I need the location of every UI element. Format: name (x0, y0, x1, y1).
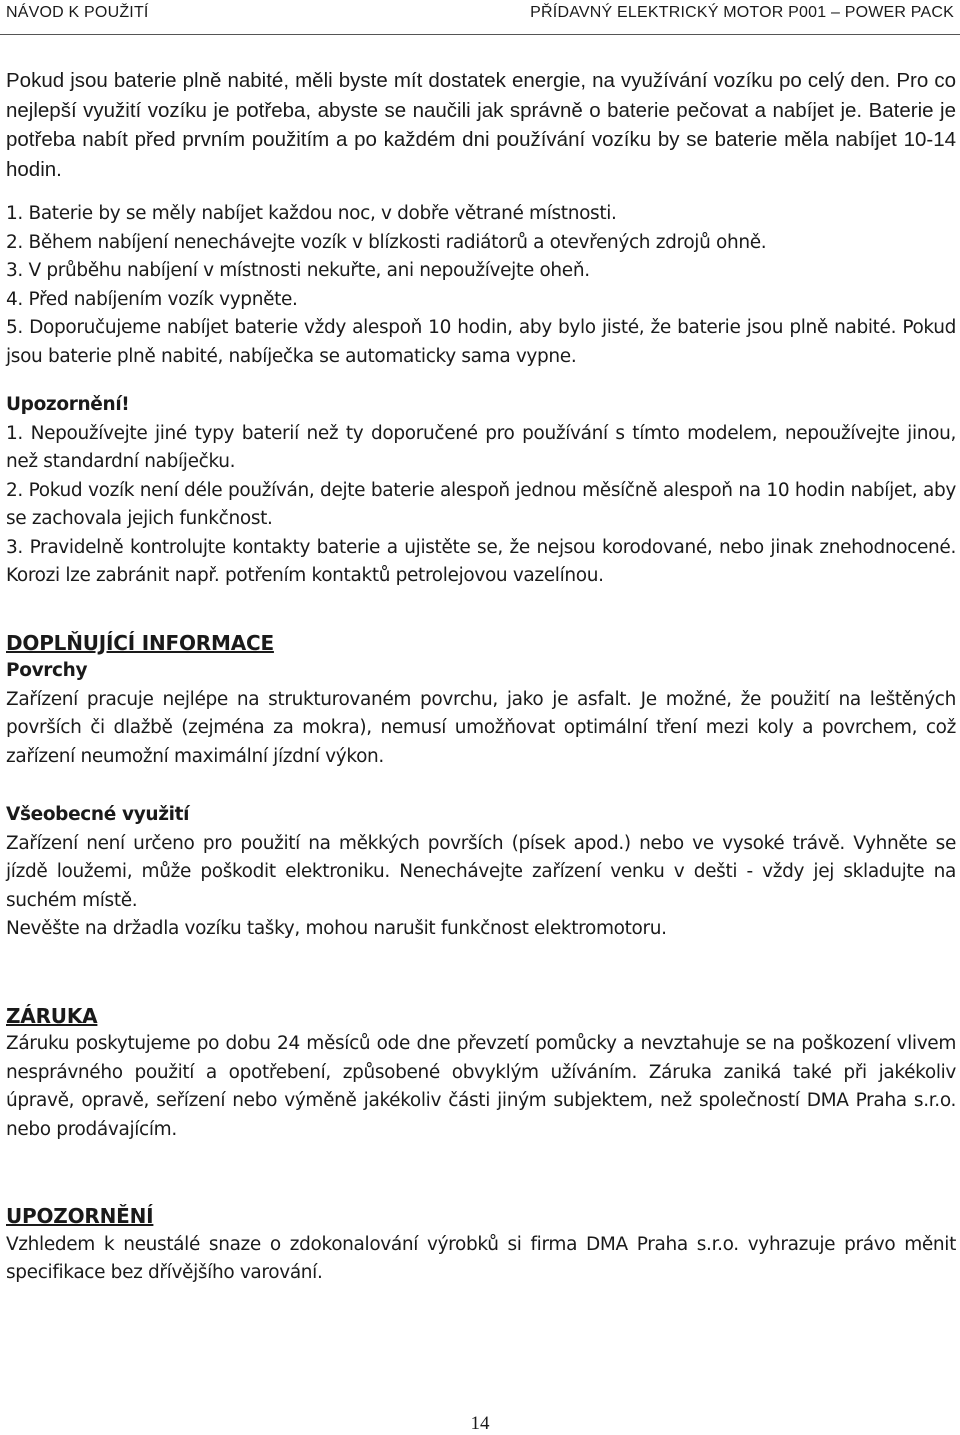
page-number: 14 (470, 1413, 490, 1434)
warranty-section (6, 1002, 956, 1145)
list-item: 2. Během nabíjení nenechávejte vozík v blízkosti radiátorů a otevřených zdrojů ohně. (6, 231, 767, 253)
general-use-text-2: Nevěšte na držadla vozíku tašky, mohou narušit funkčnost elektromotoru. (6, 918, 667, 939)
charging-list (6, 200, 956, 371)
list-item: 4. Před nabíjením vozík vypněte. (6, 288, 298, 310)
header-manual-title: NÁVOD K POUŽITÍ (6, 4, 149, 21)
list-item: 1. Baterie by se měly nabíjet každou noc, v dobře větrané místnosti. (6, 203, 617, 224)
warranty-text: Záruku poskytujeme po dobu 24 měsíců ode dne převzetí pomůcky a nevztahuje se na poškození vlivem nesprávného použití a opotřebení, způsobené obvyklým užíváním. Záruka zaniká také při jakékoliv úpravě, opravě, seřízení nebo výměně jakékoliv části jiným subjektem, než společností DMA Praha s.r.o. nebo prodávajícím. (6, 1033, 956, 1140)
notice-heading: UPOZORNĚNÍ (6, 1204, 154, 1228)
header-product-title: PŘÍDAVNÝ ELEKTRICKÝ MOTOR P001 – POWER PACK (530, 4, 954, 21)
page-header (0, 0, 960, 35)
page-content (6, 66, 956, 1288)
warning-item: 3. Pravidelně kontrolujte kontakty baterie a ujistěte se, že nejsou korodované, nebo jinak znehodnocené. Korozi lze zabránit např. potřením kontaktů petrolejovou vazelínou. (6, 536, 956, 586)
general-use-title: Všeobecné využití (6, 804, 190, 825)
additional-info-heading: DOPLŇUJÍCÍ INFORMACE (6, 630, 274, 655)
warning-item: 2. Pokud vozík není déle používán, dejte baterie alespoň jednou měsíčně alespoň na 10 hodin nabíjet, aby se zachovala jejich funkčnost. (6, 479, 956, 529)
warning-title: Upozornění! (6, 394, 130, 415)
notice-text: Vzhledem k neustálé snaze o zdokonalování výrobků si firma DMA Praha s.r.o. vyhrazuje právo měnit specifikace bez dřívějšího varování. (6, 1233, 956, 1283)
list-item: 5. Doporučujeme nabíjet baterie vždy alespoň 10 hodin, aby bylo jisté, že baterie jsou plně nabité. Pokud jsou baterie plně nabité, nabíječka se automaticky sama vypne. (6, 317, 956, 367)
additional-info-section (6, 629, 956, 944)
list-item: 3. V průběhu nabíjení v místnosti nekuřte, ani nepoužívejte oheň. (6, 260, 590, 281)
warning-item: 1. Nepoužívejte jiné typy baterií než ty doporučené pro používání s tímto modelem, nepoužívejte jinou, než standardní nabíječku. (6, 422, 956, 472)
warranty-heading: ZÁRUKA (6, 1003, 98, 1028)
warning-section (6, 391, 956, 591)
general-use-text: Zařízení není určeno pro použití na měkkých površích (písek apod.) nebo ve vysoké trávě. Vyhněte se jízdě loužemi, může poškodit elektroniku. Nenechávejte zařízení venku v dešti - vždy jej skladujte na suchém místě. (6, 832, 956, 911)
notice-section (6, 1202, 956, 1288)
intro-paragraph: Pokud jsou baterie plně nabité, měli byste mít dostatek energie, na využívání vozíku po celý den. Pro co nejlepší využití vozíku je potřeba, abyste se naučili jak správně o baterie pečovat a nabíjet je. Baterie je potřeba nabít před prvním použitím a po každém dni používání vozíku by se baterie měla nabíjet 10-14 hodin. (6, 69, 956, 181)
surfaces-title: Povrchy (6, 660, 88, 681)
surfaces-text: Zařízení pracuje nejlépe na strukturovaném povrchu, jako je asfalt. Je možné, že použití na leštěných površích či dlažbě (zejména za mokra), nemusí umožňovat optimální tření mezi koly a povrchem, což zařízení neumožní maximální jízdní výkon. (6, 688, 956, 767)
